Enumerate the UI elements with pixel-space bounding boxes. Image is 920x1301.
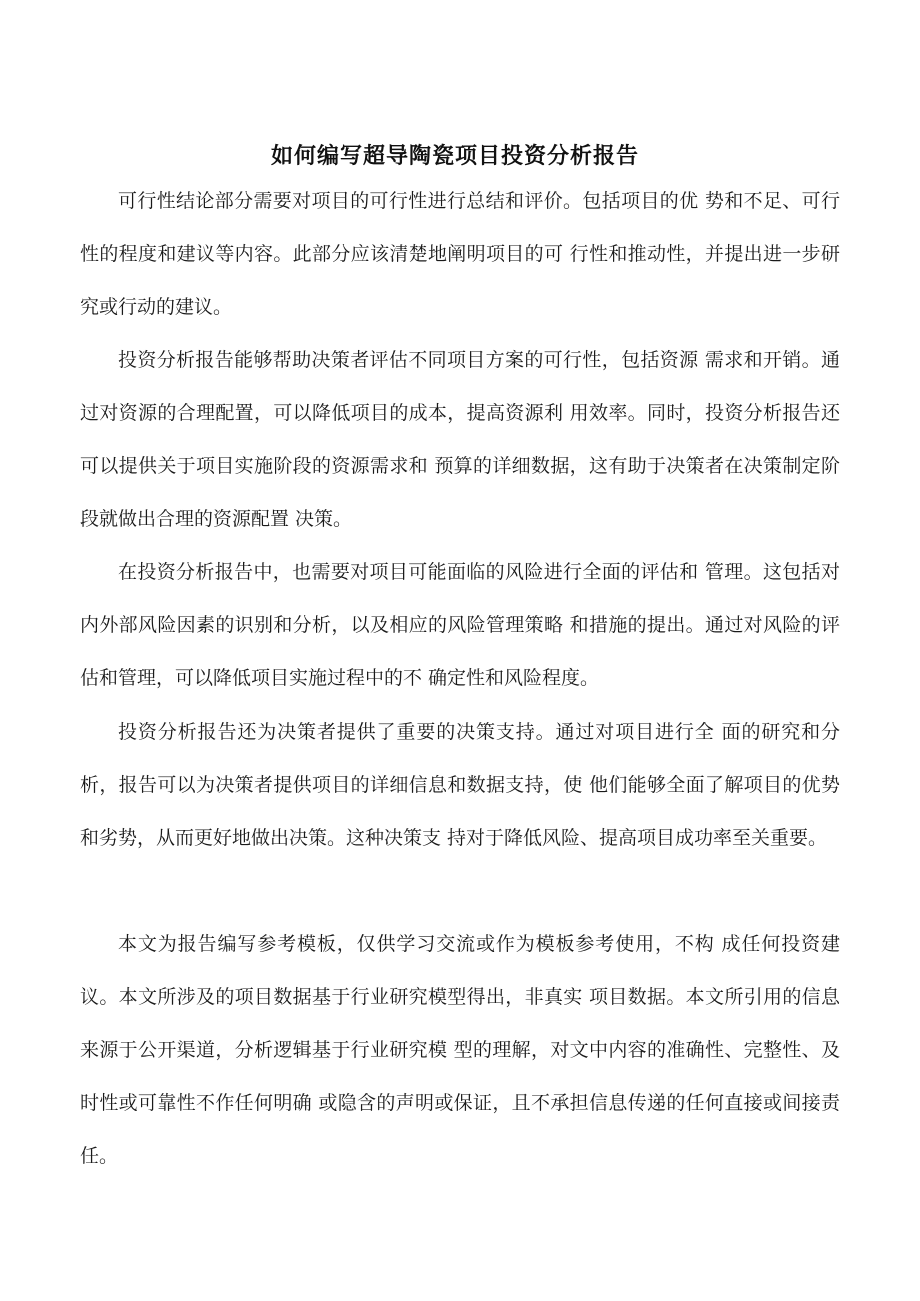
paragraph-feasibility-conclusion: 可行性结论部分需要对项目的可行性进行总结和评价。包括项目的优 势和不足、可行性的程度和建议等内容。此部分应该清楚地阐明项目的可 行性和推动性，并提出进一步研究或行动的建议。 [80, 190, 840, 318]
paragraph-decision-support: 投资分析报告还为决策者提供了重要的决策支持。通过对项目进行全 面的研究和分析，报告可以为决策者提供项目的详细信息和数据支持，使 他们能够全面了解项目的优势和劣势，从而更好地做出决策。这种决策支 持对于降低风险、提高项目成功率至关重要。 [80, 721, 840, 849]
paragraph-risk-management: 在投资分析报告中，也需要对项目可能面临的风险进行全面的评估和 管理。这包括对内外部风险因素的识别和分析，以及相应的风险管理策略 和措施的提出。通过对风险的评估和管理，可以降低项目实施过程中的不 确定性和风险程度。 [80, 561, 840, 689]
paragraph-resource-allocation: 投资分析报告能够帮助决策者评估不同项目方案的可行性，包括资源 需求和开销。通过对资源的合理配置，可以降低项目的成本，提高资源利 用效率。同时，投资分析报告还可以提供关于项目实施阶段的资源需求和 预算的详细数据，这有助于决策者在决策制定阶段就做出合理的资源配置 决策。 [80, 349, 840, 530]
document-title: 如何编写超导陶瓷项目投资分析报告 [270, 143, 639, 169]
paragraph-disclaimer: 本文为报告编写参考模板，仅供学习交流或作为模板参考使用，不构 成任何投资建议。本文所涉及的项目数据基于行业研究模型得出，非真实 项目数据。本文所引用的信息来源于公开渠道，分析逻辑基于行业研究模 型的理解，对文中内容的准确性、完整性、及时性或可靠性不作任何明确 或隐含的声明或保证，且不承担信息传递的任何直接或间接责任。 [80, 933, 840, 1167]
